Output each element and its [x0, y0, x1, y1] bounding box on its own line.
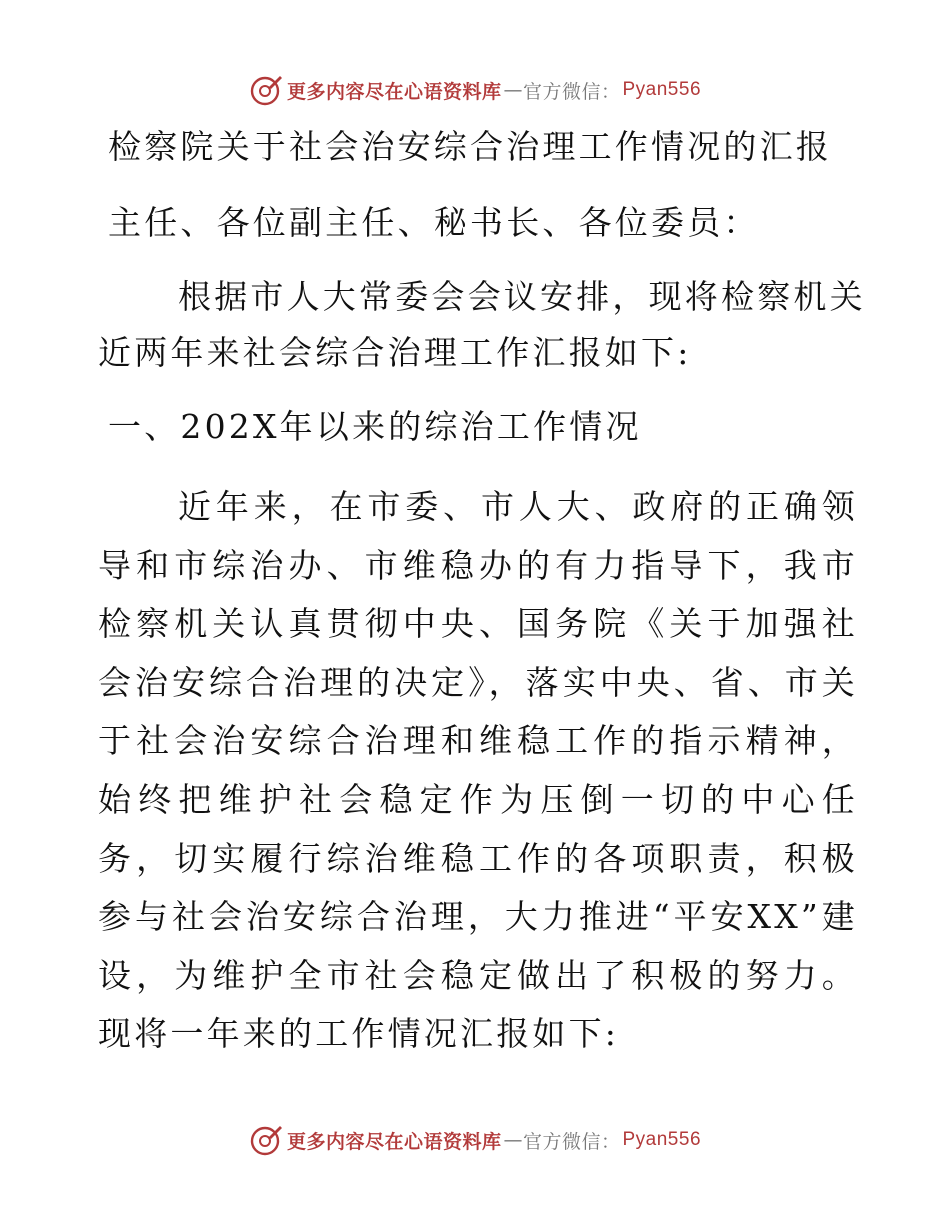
- section-body-paragraph: 近年来，在市委、市人大、政府的正确领导和市综治办、市维稳办的有力指导下，我市检察机关认真贯彻中央、国务院《关于加强社会治安综合治理的决定》，落实中央、省、市关于社会治安综合治理和维稳工作的指示精神，始终把维护社会稳定作为压倒一切的中心任务，切实履行综治维稳工作的各项职责，积极参与社会治安综合治理，大力推进“平安XX”建设，为维护全市社会稳定做出了积极的努力。现将一年来的工作情况汇报如下:: [98, 487, 858, 1054]
- watermark-sub-text: 官方微信：: [522, 80, 621, 103]
- watermark-main-text: 更多内容尽在心语资料库: [286, 1130, 502, 1153]
- pen-in-circle-icon: [249, 1123, 283, 1157]
- intro-line-2: 近两年来社会综合治理工作汇报如下:: [98, 333, 692, 372]
- document-title: 检察院关于社会治安综合治理工作情况的汇报: [108, 127, 832, 166]
- watermark-main-text: 更多内容尽在心语资料库: [286, 80, 502, 103]
- intro-line-1: 根据市人大常委会会议安排，现将检察机关: [178, 277, 866, 316]
- watermark-separator: —: [503, 1129, 523, 1151]
- watermark-wechat-id: Pyan556: [622, 79, 702, 100]
- section-heading: 一、202X年以来的综治工作情况: [108, 407, 642, 446]
- watermark-footer: [0, 1120, 950, 1160]
- watermark-sub-text: 官方微信：: [522, 1130, 621, 1153]
- watermark-separator: —: [503, 79, 523, 101]
- salutation: 主任、各位副主任、秘书长、各位委员：: [108, 203, 760, 242]
- watermark-wechat-id: Pyan556: [622, 1129, 702, 1150]
